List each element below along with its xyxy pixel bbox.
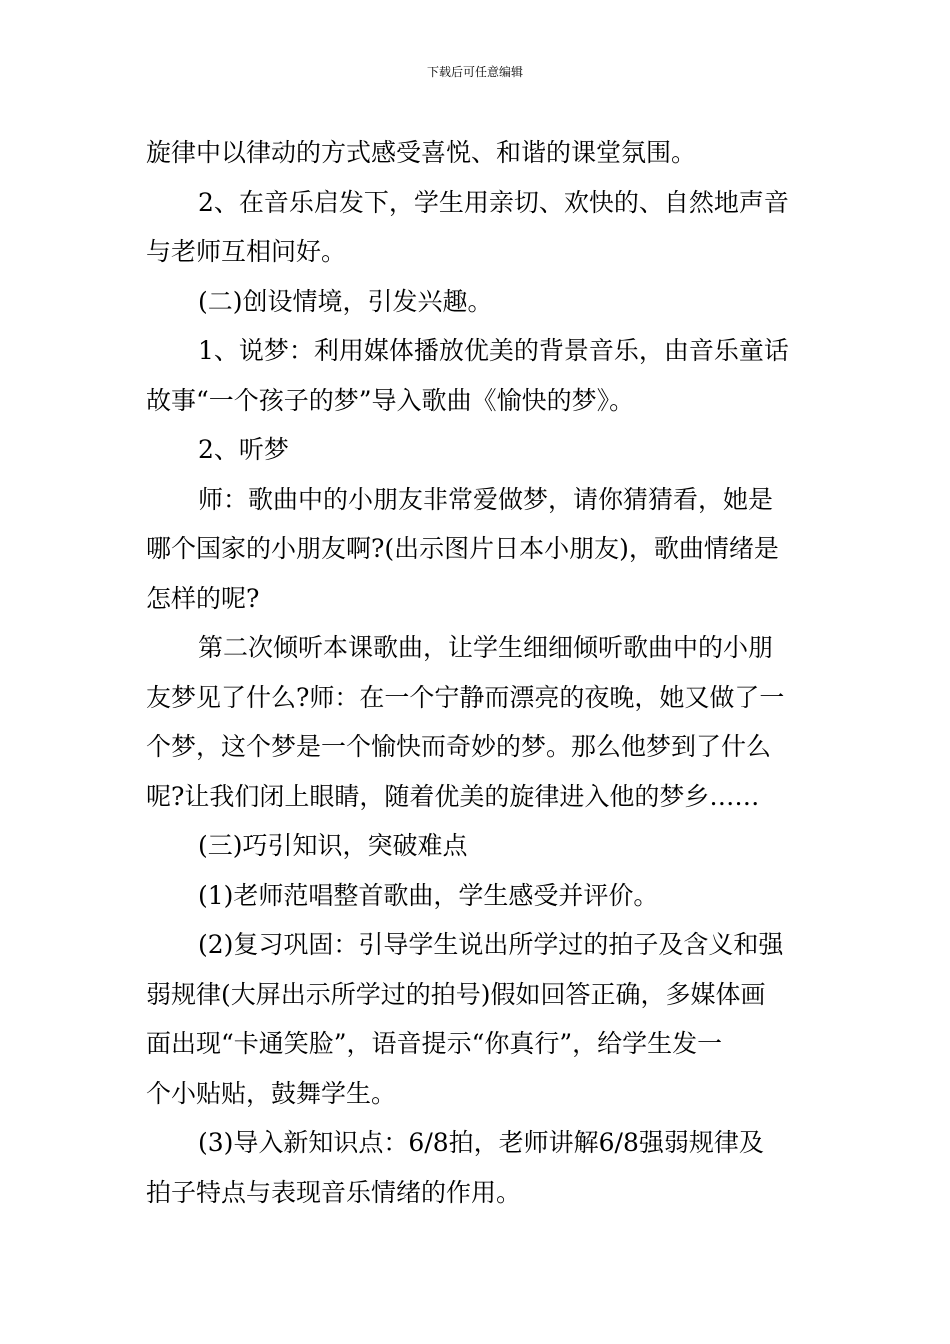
text-line: 呢?让我们闭上眼睛，随着优美的旋律进入他的梦乡…… [146,781,760,811]
text-line: 故事“一个孩子的梦”导入歌曲《愉快的梦》。 [146,385,635,415]
text-line: 师：歌曲中的小朋友非常爱做梦，请你猜猜看，她是 [198,484,774,514]
text-line: 1、说梦：利用媒体播放优美的背景音乐，由音乐童话 [198,336,789,365]
text-line: 怎样的呢? [146,583,260,613]
text-line: 面出现“卡通笑脸”，语音提示“你真行”，给学生发一 [146,1029,723,1058]
text-line: 旋律中以律动的方式感受喜悦、和谐的课堂氛围。 [146,138,697,167]
text-line: (3)导入新知识点：6/8拍，老师讲解6/8强弱规律及 [198,1128,764,1157]
text-line: 个梦，这个梦是一个愉快而奇妙的梦。那么他梦到了什么 [146,732,772,761]
text-line: 个小贴贴，鼓舞学生。 [146,1078,397,1108]
text-line: (1)老师范唱整首歌曲，学生感受并评价。 [198,880,659,910]
text-line: 友梦见了什么?师：在一个宁静而漂亮的夜晚，她又做了一 [146,682,785,712]
text-line: 弱规律(大屏出示所学过的拍号)假如回答正确，多媒体画 [146,979,766,1009]
text-line: 第二次倾听本课歌曲，让学生细细倾听歌曲中的小朋 [198,633,774,662]
text-line: (2)复习巩固：引导学生说出所学过的拍子及含义和强 [198,930,784,959]
document-body [146,128,810,1217]
text-line: 与老师互相问好。 [146,237,347,266]
section-heading: (三)巧引知识，突破难点 [198,831,468,860]
section-heading: (二)创设情境，引发兴趣。 [198,286,493,316]
text-line: 2、在音乐启发下，学生用亲切、欢快的、自然地声音 [198,187,789,217]
text-line: 拍子特点与表现音乐情绪的作用。 [146,1177,522,1207]
text-line: 哪个国家的小朋友啊?(出示图片日本小朋友)，歌曲情绪是 [146,534,779,563]
text-line: 2、听梦 [198,435,289,464]
page-header: 下载后可任意编辑 [426,65,523,79]
